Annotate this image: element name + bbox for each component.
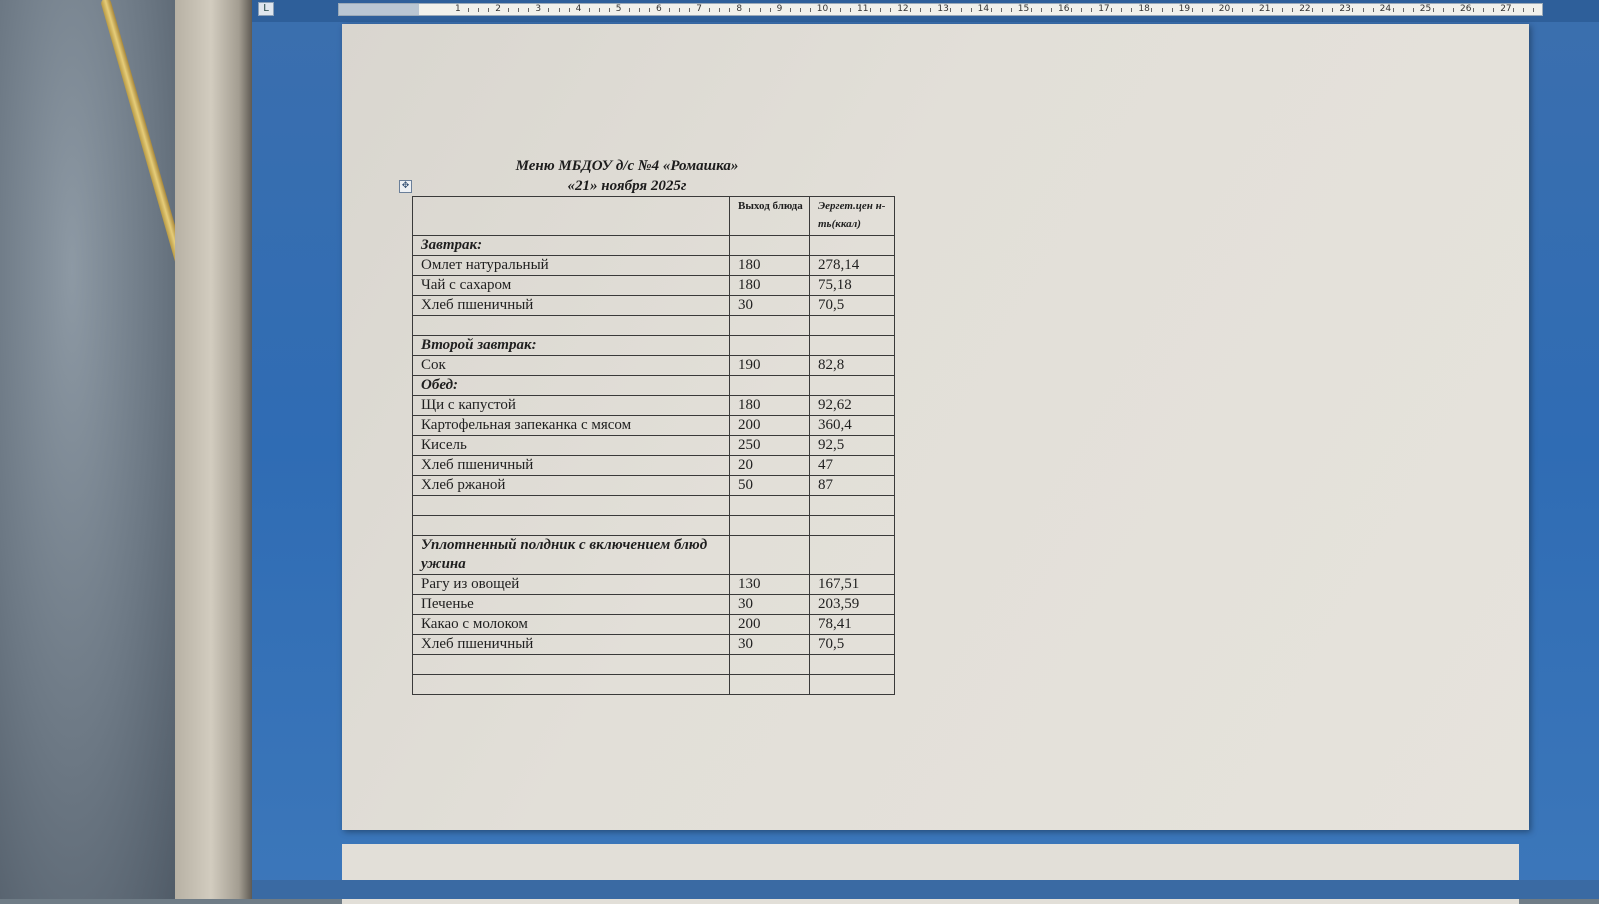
monitor-bezel bbox=[175, 0, 255, 899]
ruler-tick bbox=[1533, 8, 1534, 12]
ruler-tick bbox=[589, 8, 590, 12]
word-processor-window bbox=[252, 0, 1599, 899]
menu-table[interactable] bbox=[412, 196, 895, 695]
dish-name-cell[interactable] bbox=[413, 316, 730, 336]
header-yield: Выход блюда bbox=[730, 197, 810, 236]
ruler-tick bbox=[1332, 8, 1333, 12]
ruler-tick bbox=[599, 8, 600, 12]
ruler-number: 5 bbox=[615, 4, 622, 14]
dish-name-cell[interactable]: Какао с молоком bbox=[413, 615, 730, 635]
table-row bbox=[413, 655, 895, 675]
ruler-tick bbox=[1393, 8, 1394, 12]
ruler-tick bbox=[1322, 8, 1323, 12]
energy-cell[interactable]: 167,51 bbox=[810, 575, 895, 595]
ruler-number: 8 bbox=[736, 4, 743, 14]
ruler-number: 17 bbox=[1098, 4, 1110, 14]
ruler-left-margin bbox=[339, 4, 419, 15]
ruler-number: 20 bbox=[1218, 4, 1231, 14]
energy-cell[interactable] bbox=[810, 655, 895, 675]
ruler-tick bbox=[1172, 8, 1173, 12]
ruler-number: 25 bbox=[1419, 4, 1432, 14]
ruler-tick bbox=[930, 8, 931, 12]
yield-cell[interactable]: 200 bbox=[730, 615, 810, 635]
table-row bbox=[413, 416, 895, 436]
ruler-tick bbox=[1483, 8, 1484, 12]
ruler-tick bbox=[528, 8, 529, 12]
dish-name-cell[interactable]: Кисель bbox=[413, 436, 730, 456]
yield-cell[interactable] bbox=[730, 236, 810, 256]
ruler-tick bbox=[1041, 8, 1042, 12]
table-row bbox=[413, 256, 895, 276]
ruler-number: 4 bbox=[575, 4, 582, 14]
ruler-number: 7 bbox=[696, 4, 702, 14]
ruler-number: 9 bbox=[776, 4, 783, 14]
yield-cell[interactable]: 180 bbox=[730, 256, 810, 276]
table-row bbox=[413, 456, 895, 476]
table-row bbox=[413, 356, 895, 376]
ruler-tick bbox=[1202, 8, 1203, 12]
yield-cell[interactable] bbox=[730, 655, 810, 675]
ruler-tick bbox=[1011, 8, 1012, 12]
energy-cell[interactable]: 70,5 bbox=[810, 635, 895, 655]
energy-cell[interactable]: 75,18 bbox=[810, 276, 895, 296]
ruler-tick bbox=[1453, 8, 1454, 12]
ruler-number: 21 bbox=[1259, 4, 1271, 14]
energy-cell[interactable]: 78,41 bbox=[810, 615, 895, 635]
ruler-tick bbox=[639, 8, 640, 12]
ruler-tick bbox=[770, 8, 771, 12]
ruler-tick bbox=[800, 8, 801, 12]
ruler-tick bbox=[1312, 8, 1313, 12]
dish-name-cell[interactable]: Сок bbox=[413, 356, 730, 376]
energy-cell[interactable]: 92,62 bbox=[810, 396, 895, 416]
ruler-tick bbox=[880, 8, 881, 12]
ruler-tick bbox=[870, 8, 871, 12]
ruler-tick bbox=[478, 8, 479, 12]
ruler-tick bbox=[488, 8, 489, 12]
table-row bbox=[413, 635, 895, 655]
yield-cell[interactable] bbox=[730, 376, 810, 396]
ruler-number: 26 bbox=[1460, 4, 1472, 14]
energy-cell[interactable] bbox=[810, 336, 895, 356]
dish-name-cell[interactable]: Хлеб пшеничный bbox=[413, 635, 730, 655]
ruler-tick bbox=[971, 8, 972, 12]
menu-date: «21» ноября 2025г bbox=[567, 178, 687, 194]
ruler-tick bbox=[569, 8, 570, 12]
dish-name-cell[interactable] bbox=[413, 516, 730, 536]
energy-cell[interactable] bbox=[810, 316, 895, 336]
header-energy: Эергет.цен н-ть(ккал) bbox=[810, 197, 895, 236]
energy-cell[interactable]: 360,4 bbox=[810, 416, 895, 436]
energy-cell[interactable]: 47 bbox=[810, 456, 895, 476]
ruler-tick bbox=[709, 8, 710, 12]
dish-name-cell[interactable]: Печенье bbox=[413, 595, 730, 615]
dish-name-cell[interactable]: Хлеб пшеничный bbox=[413, 296, 730, 316]
ruler-number: 14 bbox=[977, 4, 990, 14]
section-row bbox=[413, 376, 895, 396]
ruler-tick bbox=[649, 8, 650, 12]
ruler-tick bbox=[1403, 8, 1404, 12]
table-row bbox=[413, 396, 895, 416]
ruler-number: 3 bbox=[535, 4, 542, 14]
dish-name-cell[interactable]: Уплотненный полдник с включением блюд ужина bbox=[413, 536, 730, 575]
yield-cell[interactable] bbox=[730, 675, 810, 695]
yield-cell[interactable]: 190 bbox=[730, 356, 810, 376]
ruler-track[interactable] bbox=[338, 3, 1543, 16]
dish-name-cell[interactable]: Чай с сахаром bbox=[413, 276, 730, 296]
section-row bbox=[413, 236, 895, 256]
yield-cell[interactable]: 50 bbox=[730, 476, 810, 496]
energy-cell[interactable]: 87 bbox=[810, 476, 895, 496]
horizontal-ruler[interactable] bbox=[252, 0, 1599, 22]
energy-cell[interactable]: 82,8 bbox=[810, 356, 895, 376]
ruler-tick bbox=[1272, 8, 1273, 12]
ruler-number: 13 bbox=[937, 4, 949, 14]
yield-cell[interactable]: 250 bbox=[730, 436, 810, 456]
yield-cell[interactable]: 200 bbox=[730, 416, 810, 436]
ruler-tick bbox=[629, 8, 630, 12]
ruler-tick bbox=[1162, 8, 1163, 12]
ruler-tick bbox=[1121, 8, 1122, 12]
table-row bbox=[413, 575, 895, 595]
yield-cell[interactable] bbox=[730, 316, 810, 336]
ruler-tick bbox=[1282, 8, 1283, 12]
ruler-tick bbox=[1111, 8, 1112, 12]
energy-cell[interactable] bbox=[810, 675, 895, 695]
energy-cell[interactable] bbox=[810, 496, 895, 516]
ruler-tick bbox=[1051, 8, 1052, 12]
ruler-tick bbox=[1242, 8, 1243, 12]
yield-cell[interactable] bbox=[730, 536, 810, 575]
yield-cell[interactable] bbox=[730, 516, 810, 536]
status-bar bbox=[252, 880, 1599, 899]
ruler-tick bbox=[729, 8, 730, 12]
ruler-tick bbox=[1373, 8, 1374, 12]
ruler-tick bbox=[1151, 8, 1152, 12]
ruler-number: 10 bbox=[816, 4, 829, 14]
ruler-tick bbox=[548, 8, 549, 12]
table-row bbox=[413, 476, 895, 496]
ruler-tick bbox=[468, 8, 469, 12]
dish-name-cell[interactable] bbox=[413, 675, 730, 695]
section-row bbox=[413, 336, 895, 356]
energy-cell[interactable] bbox=[810, 376, 895, 396]
ruler-tick bbox=[950, 8, 951, 12]
ruler-number: 27 bbox=[1500, 4, 1512, 14]
ruler-tick bbox=[609, 8, 610, 12]
ruler-number: 2 bbox=[495, 4, 501, 14]
table-move-handle-icon[interactable]: ✥ bbox=[399, 180, 412, 193]
document-page[interactable] bbox=[342, 24, 1529, 830]
ruler-tick bbox=[669, 8, 670, 12]
ruler-tick bbox=[910, 8, 911, 12]
ruler-tick bbox=[1443, 8, 1444, 12]
energy-cell[interactable]: 70,5 bbox=[810, 296, 895, 316]
energy-cell[interactable]: 278,14 bbox=[810, 256, 895, 276]
ruler-tick bbox=[1212, 8, 1213, 12]
yield-cell[interactable]: 30 bbox=[730, 296, 810, 316]
ruler-tick bbox=[719, 8, 720, 12]
ruler-tick bbox=[1071, 8, 1072, 12]
energy-cell[interactable] bbox=[810, 236, 895, 256]
ruler-number: 24 bbox=[1379, 4, 1392, 14]
ruler-tick bbox=[760, 8, 761, 12]
ruler-tick bbox=[1523, 8, 1524, 12]
ruler-tick bbox=[790, 8, 791, 12]
table-row bbox=[413, 516, 895, 536]
ruler-tick bbox=[850, 8, 851, 12]
ruler-tick bbox=[830, 8, 831, 12]
yield-cell[interactable]: 30 bbox=[730, 595, 810, 615]
tab-selector-button[interactable]: L bbox=[258, 2, 274, 16]
ruler-tick bbox=[1493, 8, 1494, 12]
table-header-row bbox=[413, 197, 895, 236]
ruler-tick bbox=[1232, 8, 1233, 12]
ruler-tick bbox=[1192, 8, 1193, 12]
ruler-tick bbox=[1131, 8, 1132, 12]
dish-name-cell[interactable] bbox=[413, 655, 730, 675]
dish-name-cell[interactable]: Хлеб пшеничный bbox=[413, 456, 730, 476]
ruler-tick bbox=[679, 8, 680, 12]
ruler-tick bbox=[1352, 8, 1353, 12]
table-row bbox=[413, 496, 895, 516]
energy-cell[interactable] bbox=[810, 536, 895, 575]
document-heading bbox=[492, 156, 762, 196]
dish-name-cell[interactable] bbox=[413, 496, 730, 516]
ruler-number: 1 bbox=[455, 4, 461, 14]
table-row bbox=[413, 276, 895, 296]
ruler-tick bbox=[1513, 8, 1514, 12]
ruler-number: 16 bbox=[1058, 4, 1070, 14]
section-row bbox=[413, 536, 895, 575]
ruler-number: 22 bbox=[1299, 4, 1311, 14]
dish-name-cell[interactable]: Рагу из овощей bbox=[413, 575, 730, 595]
dish-name-cell[interactable]: Обед: bbox=[413, 376, 730, 396]
yield-cell[interactable]: 20 bbox=[730, 456, 810, 476]
ruler-tick bbox=[1031, 8, 1032, 12]
table-row bbox=[413, 595, 895, 615]
table-row bbox=[413, 316, 895, 336]
header-item bbox=[413, 197, 730, 236]
ruler-tick bbox=[1413, 8, 1414, 12]
dish-name-cell[interactable]: Второй завтрак: bbox=[413, 336, 730, 356]
ruler-tick bbox=[749, 8, 750, 12]
yield-cell[interactable]: 130 bbox=[730, 575, 810, 595]
ruler-tick bbox=[1001, 8, 1002, 12]
ruler-number: 11 bbox=[857, 4, 869, 14]
ruler-tick bbox=[890, 8, 891, 12]
ruler-tick bbox=[1433, 8, 1434, 12]
energy-cell[interactable]: 203,59 bbox=[810, 595, 895, 615]
dish-name-cell[interactable]: Омлет натуральный bbox=[413, 256, 730, 276]
ruler-tick bbox=[920, 8, 921, 12]
table-row bbox=[413, 675, 895, 695]
ruler-tick bbox=[1081, 8, 1082, 12]
yield-cell[interactable] bbox=[730, 496, 810, 516]
ruler-tick bbox=[991, 8, 992, 12]
ruler-number: 23 bbox=[1339, 4, 1351, 14]
ruler-tick bbox=[840, 8, 841, 12]
ruler-number: 18 bbox=[1138, 4, 1150, 14]
ruler-number: 15 bbox=[1017, 4, 1030, 14]
yield-cell[interactable]: 180 bbox=[730, 396, 810, 416]
dish-name-cell[interactable]: Картофельная запеканка с мясом bbox=[413, 416, 730, 436]
ruler-tick bbox=[810, 8, 811, 12]
dish-name-cell[interactable]: Щи с капустой bbox=[413, 396, 730, 416]
ruler-tick bbox=[1292, 8, 1293, 12]
dish-name-cell[interactable]: Хлеб ржаной bbox=[413, 476, 730, 496]
ruler-number: 6 bbox=[656, 4, 662, 14]
menu-title: Меню МБДОУ д/с №4 «Ромашка» bbox=[515, 158, 739, 174]
background-wall bbox=[0, 0, 180, 899]
ruler-tick bbox=[1473, 8, 1474, 12]
ruler-tick bbox=[1091, 8, 1092, 12]
yield-cell[interactable]: 180 bbox=[730, 276, 810, 296]
ruler-tick bbox=[961, 8, 962, 12]
table-row bbox=[413, 615, 895, 635]
ruler-number: 19 bbox=[1178, 4, 1191, 14]
ruler-number: 12 bbox=[897, 4, 909, 14]
dish-name-cell[interactable]: Завтрак: bbox=[413, 236, 730, 256]
yield-cell[interactable] bbox=[730, 336, 810, 356]
ruler-tick bbox=[1252, 8, 1253, 12]
energy-cell[interactable] bbox=[810, 516, 895, 536]
yield-cell[interactable]: 30 bbox=[730, 635, 810, 655]
table-row bbox=[413, 296, 895, 316]
ruler-tick bbox=[508, 8, 509, 12]
ruler-tick bbox=[559, 8, 560, 12]
ruler-tick bbox=[1363, 8, 1364, 12]
ruler-tick bbox=[518, 8, 519, 12]
ruler-tick bbox=[689, 8, 690, 12]
table-row bbox=[413, 436, 895, 456]
energy-cell[interactable]: 92,5 bbox=[810, 436, 895, 456]
